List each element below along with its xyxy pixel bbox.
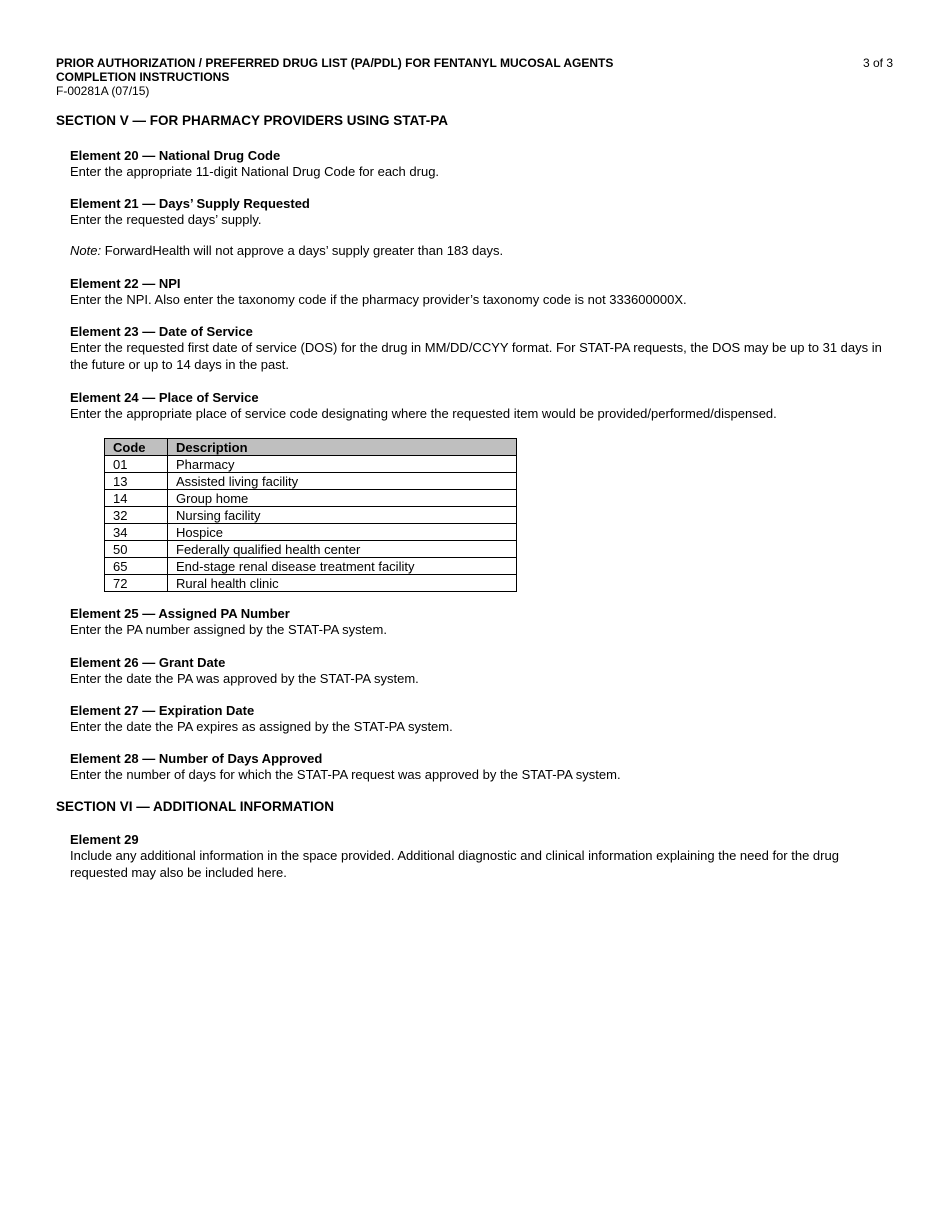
form-code: F-00281A (07/15) — [56, 84, 150, 98]
element-22-title: Element 22 — NPI — [70, 276, 181, 291]
table-row — [105, 524, 517, 541]
column-header-code: Code — [105, 439, 168, 456]
document-title-line1: PRIOR AUTHORIZATION / PREFERRED DRUG LIST (PA/PDL) FOR FENTANYL MUCOSAL AGENTS — [56, 56, 614, 70]
note-label: Note: — [70, 243, 102, 258]
page-number: 3 of 3 — [863, 56, 894, 70]
description-cell: Rural health clinic — [168, 575, 517, 592]
description-cell: Group home — [168, 490, 517, 507]
element-26-body: Enter the date the PA was approved by the STAT-PA system. — [70, 671, 419, 686]
code-cell: 01 — [105, 456, 168, 473]
element-20-title: Element 20 — National Drug Code — [70, 148, 281, 163]
section-6-heading: SECTION VI — ADDITIONAL INFORMATION — [56, 799, 334, 814]
code-cell: 72 — [105, 575, 168, 592]
element-25-title: Element 25 — Assigned PA Number — [70, 606, 290, 621]
element-21-title: Element 21 — Days’ Supply Requested — [70, 196, 310, 211]
table-header-row — [105, 439, 517, 456]
code-cell: 65 — [105, 558, 168, 575]
element-26-title: Element 26 — Grant Date — [70, 655, 226, 670]
element-24-body: Enter the appropriate place of service code designating where the requested item would be provided/performed/dispensed. — [70, 406, 777, 421]
document-title-line2: COMPLETION INSTRUCTIONS — [56, 70, 230, 84]
element-27-body: Enter the date the PA expires as assigned by the STAT-PA system. — [70, 719, 453, 734]
table-row — [105, 473, 517, 490]
element-29-body: Include any additional information in the space provided. Additional diagnostic and clinical information explaining the need for the drug requested may also be included here. — [70, 848, 839, 880]
column-header-description: Description — [168, 439, 517, 456]
element-25-body: Enter the PA number assigned by the STAT-PA system. — [70, 622, 387, 637]
element-23-body: Enter the requested first date of service (DOS) for the drug in MM/DD/CCYY format. For STAT-PA requests, the DOS may be up to 31 days in the future or up to 14 days in the past. — [70, 340, 882, 372]
element-23-title: Element 23 — Date of Service — [70, 324, 253, 339]
element-27-title: Element 27 — Expiration Date — [70, 703, 255, 718]
description-cell: Federally qualified health center — [168, 541, 517, 558]
days-supply-note — [70, 243, 900, 260]
code-cell: 32 — [105, 507, 168, 524]
element-24-title: Element 24 — Place of Service — [70, 390, 259, 405]
table-row — [105, 541, 517, 558]
note-text: ForwardHealth will not approve a days’ supply greater than 183 days. — [101, 243, 504, 258]
description-cell: Pharmacy — [168, 456, 517, 473]
table-row — [105, 575, 517, 592]
table-row — [105, 456, 517, 473]
description-cell: End-stage renal disease treatment facility — [168, 558, 517, 575]
description-cell: Nursing facility — [168, 507, 517, 524]
code-cell: 34 — [105, 524, 168, 541]
description-cell: Hospice — [168, 524, 517, 541]
code-cell: 13 — [105, 473, 168, 490]
element-22-body: Enter the NPI. Also enter the taxonomy code if the pharmacy provider’s taxonomy code is not 333600000X. — [70, 292, 687, 307]
code-cell: 14 — [105, 490, 168, 507]
element-28-body: Enter the number of days for which the STAT-PA request was approved by the STAT-PA system. — [70, 767, 621, 782]
element-28-title: Element 28 — Number of Days Approved — [70, 751, 323, 766]
table-row — [105, 507, 517, 524]
table-row — [105, 490, 517, 507]
table-row — [105, 558, 517, 575]
description-cell: Assisted living facility — [168, 473, 517, 490]
section-5-heading: SECTION V — FOR PHARMACY PROVIDERS USING STAT-PA — [56, 113, 449, 128]
element-21-body: Enter the requested days’ supply. — [70, 212, 262, 227]
element-20-body: Enter the appropriate 11-digit National Drug Code for each drug. — [70, 164, 440, 179]
element-29-title: Element 29 — [70, 832, 139, 847]
place-of-service-table — [104, 438, 517, 592]
code-cell: 50 — [105, 541, 168, 558]
